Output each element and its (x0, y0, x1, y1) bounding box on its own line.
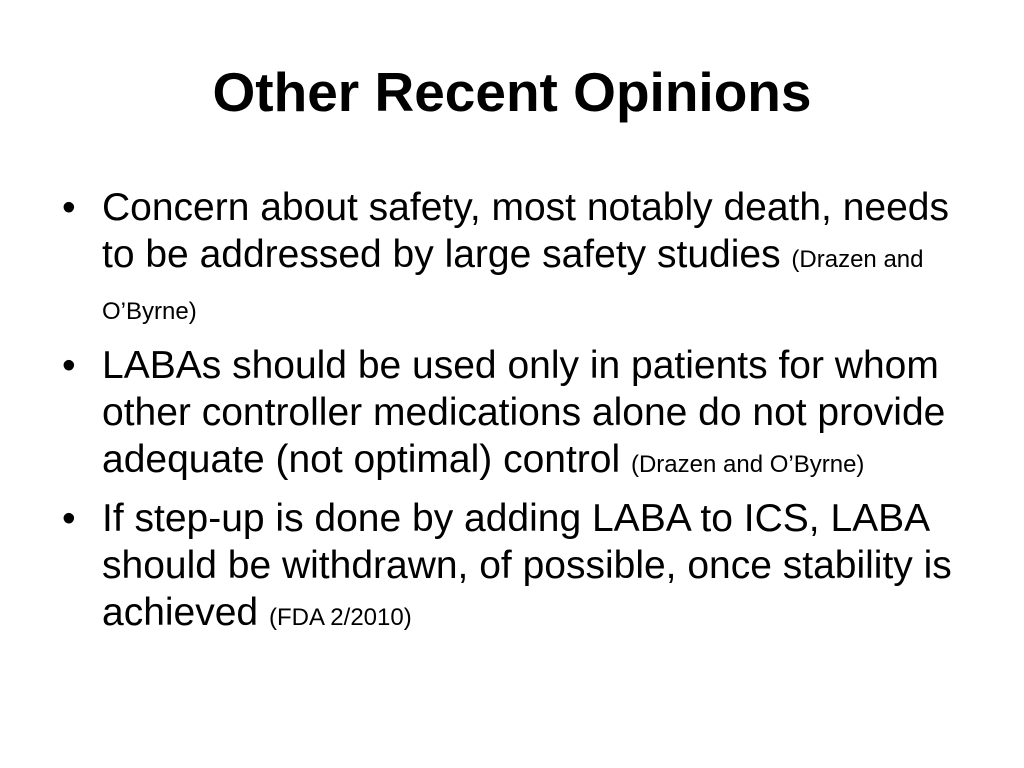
bullet-marker: • (62, 344, 76, 387)
bullet-marker: • (62, 497, 76, 540)
bullet-citation: (Drazen and O’Byrne) (630, 451, 865, 478)
bullet-text: Concern about safety, most notably death, needs to be addressed by large safety studies (102, 186, 949, 276)
bullet-citation: (Drazen and O’Byrne) (102, 246, 924, 325)
bullet-text: LABAs should be used only in patients for whom other controller medications alone do not provide adequate (not optimal) control (102, 344, 946, 481)
bullet-list (62, 184, 992, 648)
bullet-item-safety-concern (62, 184, 992, 335)
bullet-item-laba-usage (62, 342, 992, 488)
bullet-citation: (FDA 2/2010) (268, 604, 412, 631)
bullet-text: If step-up is done by adding LABA to ICS, LABA should be withdrawn, of possible, once stability is achieved (102, 497, 952, 634)
bullet-item-step-up (62, 495, 992, 641)
slide-title: Other Recent Opinions (212, 61, 812, 123)
bullet-marker: • (62, 186, 76, 229)
